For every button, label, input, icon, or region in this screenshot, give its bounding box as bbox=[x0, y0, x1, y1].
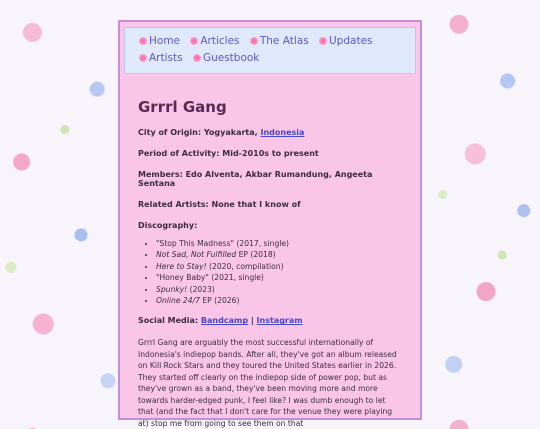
nav-artists[interactable] bbox=[139, 50, 183, 67]
nav-home-label: Home bbox=[149, 35, 181, 47]
bandcamp-link[interactable]: Bandcamp bbox=[200, 316, 249, 326]
release-title: "Honey Baby" bbox=[156, 273, 209, 283]
bio-paragraph: Grrrl Gang are arguably the most successful internationally of Indonesia's indiepop bands. After all, they've got an album released on Kill Rock Stars and they toured the United States earlier in 2026. They started off clearly on the indiepop side of power pop, but as they've grown as a band, they've been moving more and more towards harder-edged punk, I feel like? I was dumb enough to let that (and the fact that I don't care for the venue they were playing at) stop me from going to see them on that bbox=[138, 338, 397, 428]
nav-updates[interactable] bbox=[319, 33, 373, 50]
nav-guestbook[interactable] bbox=[193, 50, 259, 67]
nav-bar bbox=[124, 27, 416, 74]
nav-home[interactable] bbox=[139, 33, 180, 50]
release-detail: (2021, single) bbox=[208, 273, 264, 283]
list-item bbox=[156, 249, 402, 260]
flower-icon bbox=[139, 54, 147, 62]
list-item bbox=[156, 284, 402, 295]
members-value: Edo Alventa, Akbar Rumandung, Angeeta Sentana bbox=[138, 170, 373, 188]
release-title: Online 24/7 bbox=[156, 296, 200, 306]
discography-list bbox=[138, 238, 402, 306]
nav-updates-label: Updates bbox=[329, 35, 373, 47]
release-title: Not Sad, Not Fulfilled bbox=[156, 250, 237, 260]
period-field bbox=[138, 149, 402, 158]
origin-field bbox=[138, 128, 402, 137]
flower-icon bbox=[193, 54, 201, 62]
nav-artists-label: Artists bbox=[149, 52, 183, 64]
page-title: Grrrl Gang bbox=[138, 98, 227, 116]
release-detail: (2020, compilation) bbox=[206, 261, 284, 271]
nav-atlas-label: The Atlas bbox=[259, 35, 309, 47]
origin-city: Yogyakarta, bbox=[203, 128, 258, 137]
nav-articles[interactable] bbox=[190, 33, 239, 50]
flower-icon bbox=[319, 37, 327, 45]
list-item bbox=[156, 238, 402, 249]
period-value: Mid-2010s to present bbox=[222, 149, 319, 158]
period-label: Period of Activity: bbox=[138, 149, 220, 158]
origin-label: City of Origin: bbox=[138, 128, 202, 137]
list-item bbox=[156, 295, 402, 306]
release-detail: EP (2026) bbox=[199, 296, 240, 306]
content-panel bbox=[118, 20, 422, 428]
flower-icon bbox=[139, 37, 147, 45]
release-title: Here to Stay! bbox=[156, 261, 207, 271]
article-body bbox=[120, 74, 420, 429]
release-detail: EP (2018) bbox=[236, 250, 276, 260]
related-value: None that I know of bbox=[211, 200, 301, 209]
origin-country-link[interactable]: Indonesia bbox=[260, 128, 305, 137]
related-label: Related Artists: bbox=[138, 200, 209, 209]
list-item bbox=[156, 272, 402, 283]
discography-heading: Discography: bbox=[138, 221, 198, 230]
members-field bbox=[138, 170, 402, 188]
flower-icon bbox=[250, 37, 258, 45]
related-field bbox=[138, 200, 402, 209]
nav-guestbook-label: Guestbook bbox=[202, 52, 260, 64]
release-detail: (2023) bbox=[187, 284, 215, 294]
nav-the-atlas[interactable] bbox=[250, 33, 309, 50]
nav-articles-label: Articles bbox=[200, 35, 240, 47]
social-separator: | bbox=[248, 316, 257, 326]
flower-icon bbox=[190, 37, 198, 45]
instagram-link[interactable]: Instagram bbox=[256, 316, 303, 326]
members-label: Members: bbox=[138, 170, 183, 179]
social-field bbox=[138, 316, 402, 325]
release-detail: (2017, single) bbox=[234, 239, 290, 248]
social-label: Social Media: bbox=[138, 316, 199, 326]
release-title: Spunky! bbox=[156, 284, 188, 294]
list-item bbox=[156, 261, 402, 272]
release-title: "Stop This Madness" bbox=[156, 239, 235, 248]
